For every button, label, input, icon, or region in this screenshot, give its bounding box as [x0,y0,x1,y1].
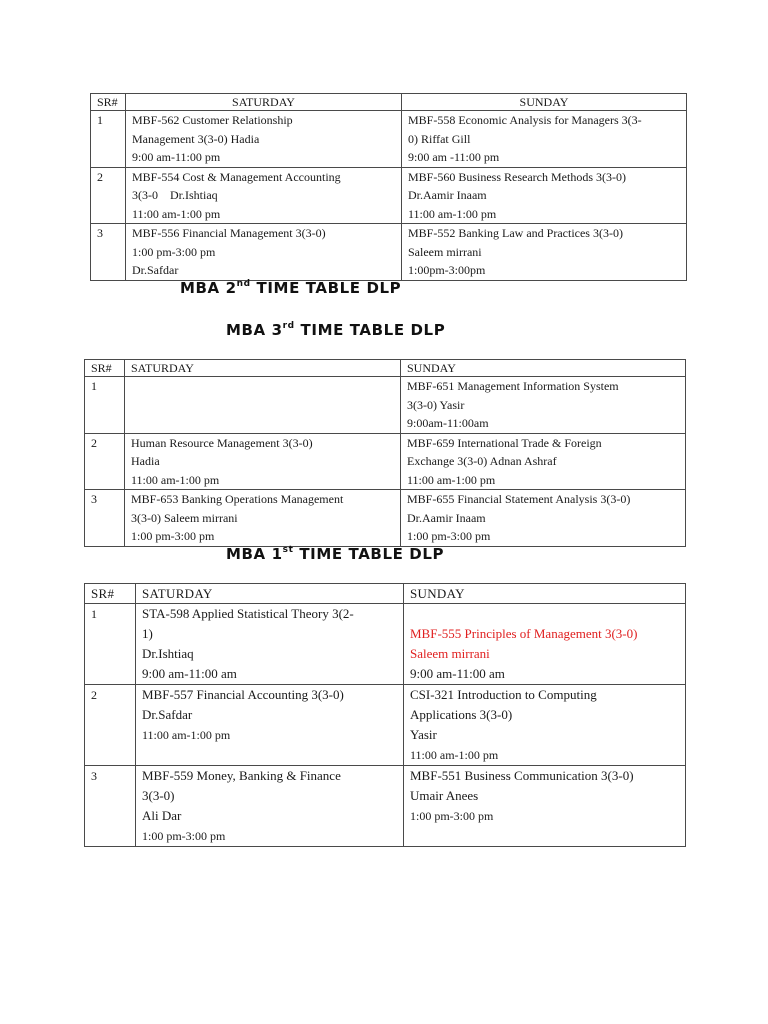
time-line: 9:00am-11:00am [407,416,489,430]
sr-cell: 3 [85,766,136,847]
mba2-timetable [90,93,687,281]
heading-text: MBA 1 [226,545,283,563]
highlighted-course-line: MBF-555 Principles of Management 3(3-0) [410,626,638,641]
heading-ordinal: st [282,545,294,555]
table-row [85,766,686,847]
sr-cell: 1 [85,377,125,434]
heading-text: MBA 2 [180,279,237,297]
sunday-cell [401,377,686,434]
time-line: 9:00 am-11:00 am [410,666,505,681]
time-line: 11:00 am-1:00 pm [142,728,231,742]
header-sunday: SUNDAY [404,584,686,604]
course-line: CSI-321 Introduction to Computing [410,687,597,702]
mba2-heading [180,279,401,297]
sr-cell: 2 [91,167,126,224]
course-line: MBF-562 Customer Relationship [132,113,293,127]
sr-cell: 2 [85,433,125,490]
saturday-cell [126,167,402,224]
sunday-cell [402,167,687,224]
table-header-row [85,584,686,604]
heading-ordinal: rd [282,321,295,331]
mba3-heading [226,321,445,339]
saturday-cell [136,766,404,847]
saturday-cell [125,377,401,434]
time-line: 9:00 am-11:00 pm [132,150,221,164]
course-line: MBF-559 Money, Banking & Finance [142,768,341,783]
table-row [91,111,687,168]
course-line: Human Resource Management 3(3-0) [131,435,313,450]
sunday-cell [402,224,687,281]
sr-cell: 1 [91,111,126,168]
instructor-line: Umair Anees [410,788,479,803]
course-line: 0) Riffat Gill [408,131,471,146]
course-line: 3(3-0) [142,788,175,803]
time-line: 11:00 am-1:00 pm [407,472,496,487]
mba1-heading [226,545,444,563]
blank-line [410,604,679,624]
course-line: MBF-651 Management Information System [407,379,619,393]
saturday-cell [125,490,401,547]
course-line: MBF-655 Financial Statement Analysis 3(3-0) [407,492,631,506]
time-line: 1:00 pm-3:00 pm [142,829,226,843]
saturday-cell [126,224,402,281]
header-sr: SR# [85,584,136,604]
table-row [85,685,686,766]
table-row [85,490,686,547]
course-line: MBF-551 Business Communication 3(3-0) [410,768,634,783]
header-sr: SR# [91,94,126,111]
header-saturday: SATURDAY [136,584,404,604]
course-line: 3(3-0) Saleem mirrani [131,510,238,525]
course-line: Dr.Aamir Inaam [408,188,487,202]
course-line: STA-598 Applied Statistical Theory 3(2- [142,606,354,621]
highlighted-instructor-line: Saleem mirrani [410,646,490,661]
course-line: 3(3-0 Dr.Ishtiaq [132,188,218,202]
time-line: 1:00 pm-3:00 pm [132,244,216,259]
course-line: MBF-554 Cost & Management Accounting [132,169,341,184]
instructor-line: Dr.Aamir Inaam [407,510,486,525]
heading-text: TIME TABLE DLP [293,545,445,563]
table-row [85,604,686,685]
table-row [91,167,687,224]
time-line: 11:00 am-1:00 pm [408,206,497,221]
instructor-line: Dr.Safdar [142,707,193,722]
time-line: 9:00 am -11:00 pm [408,150,500,164]
saturday-cell [136,604,404,685]
saturday-cell [126,111,402,168]
sunday-cell [401,490,686,547]
table-row [85,433,686,490]
time-line: 1:00 pm-3:00 pm [131,529,215,543]
time-line: 1:00 pm-3:00 pm [407,529,491,543]
sunday-cell [404,604,686,685]
table-header-row [91,94,687,111]
sr-cell: 2 [85,685,136,766]
course-line: MBF-552 Banking Law and Practices 3(3-0) [408,226,623,240]
course-line: Applications 3(3-0) [410,707,513,722]
heading-ordinal: nd [236,279,251,289]
time-line: 1:00pm-3:00pm [408,263,486,277]
course-line: MBF-556 Financial Management 3(3-0) [132,226,326,240]
course-line: Exchange 3(3-0) Adnan Ashraf [407,454,557,468]
instructor-line: Hadia [131,454,160,468]
sunday-cell [404,685,686,766]
table-header-row [85,360,686,377]
header-saturday: SATURDAY [126,94,402,111]
saturday-cell [136,685,404,766]
course-line: MBF-659 International Trade & Foreign [407,435,602,450]
instructor-line: Dr.Safdar [132,263,179,277]
sunday-cell [404,766,686,847]
sunday-cell [402,111,687,168]
instructor-line: Ali Dar [142,808,182,823]
course-line: MBF-557 Financial Accounting 3(3-0) [142,687,344,702]
heading-text: MBA 3 [226,321,283,339]
course-line: Management 3(3-0) Hadia [132,131,260,146]
header-saturday: SATURDAY [125,360,401,377]
time-line: 9:00 am-11:00 am [142,666,237,681]
instructor-line: Saleem mirrani [408,244,482,259]
time-line: 11:00 am-1:00 pm [132,206,221,221]
instructor-line: Dr.Ishtiaq [142,646,194,661]
header-sunday: SUNDAY [401,360,686,377]
time-line: 1:00 pm-3:00 pm [410,809,494,823]
header-sunday: SUNDAY [402,94,687,111]
heading-text: TIME TABLE DLP [294,321,446,339]
time-line: 11:00 am-1:00 pm [131,472,220,487]
course-line: 3(3-0) Yasir [407,397,465,412]
instructor-line: Yasir [410,727,437,742]
mba3-timetable [84,359,686,547]
time-line: 11:00 am-1:00 pm [410,748,499,762]
sr-cell: 3 [85,490,125,547]
saturday-cell [125,433,401,490]
sunday-cell [401,433,686,490]
sr-cell: 3 [91,224,126,281]
mba1-timetable [84,583,686,847]
course-line: MBF-653 Banking Operations Management [131,492,344,506]
table-row [91,224,687,281]
course-line: MBF-560 Business Research Methods 3(3-0) [408,169,626,184]
heading-text: TIME TABLE DLP [250,279,402,297]
table-row [85,377,686,434]
header-sr: SR# [85,360,125,377]
course-line: MBF-558 Economic Analysis for Managers 3(3- [408,113,642,127]
course-line: 1) [142,626,153,641]
sr-cell: 1 [85,604,136,685]
